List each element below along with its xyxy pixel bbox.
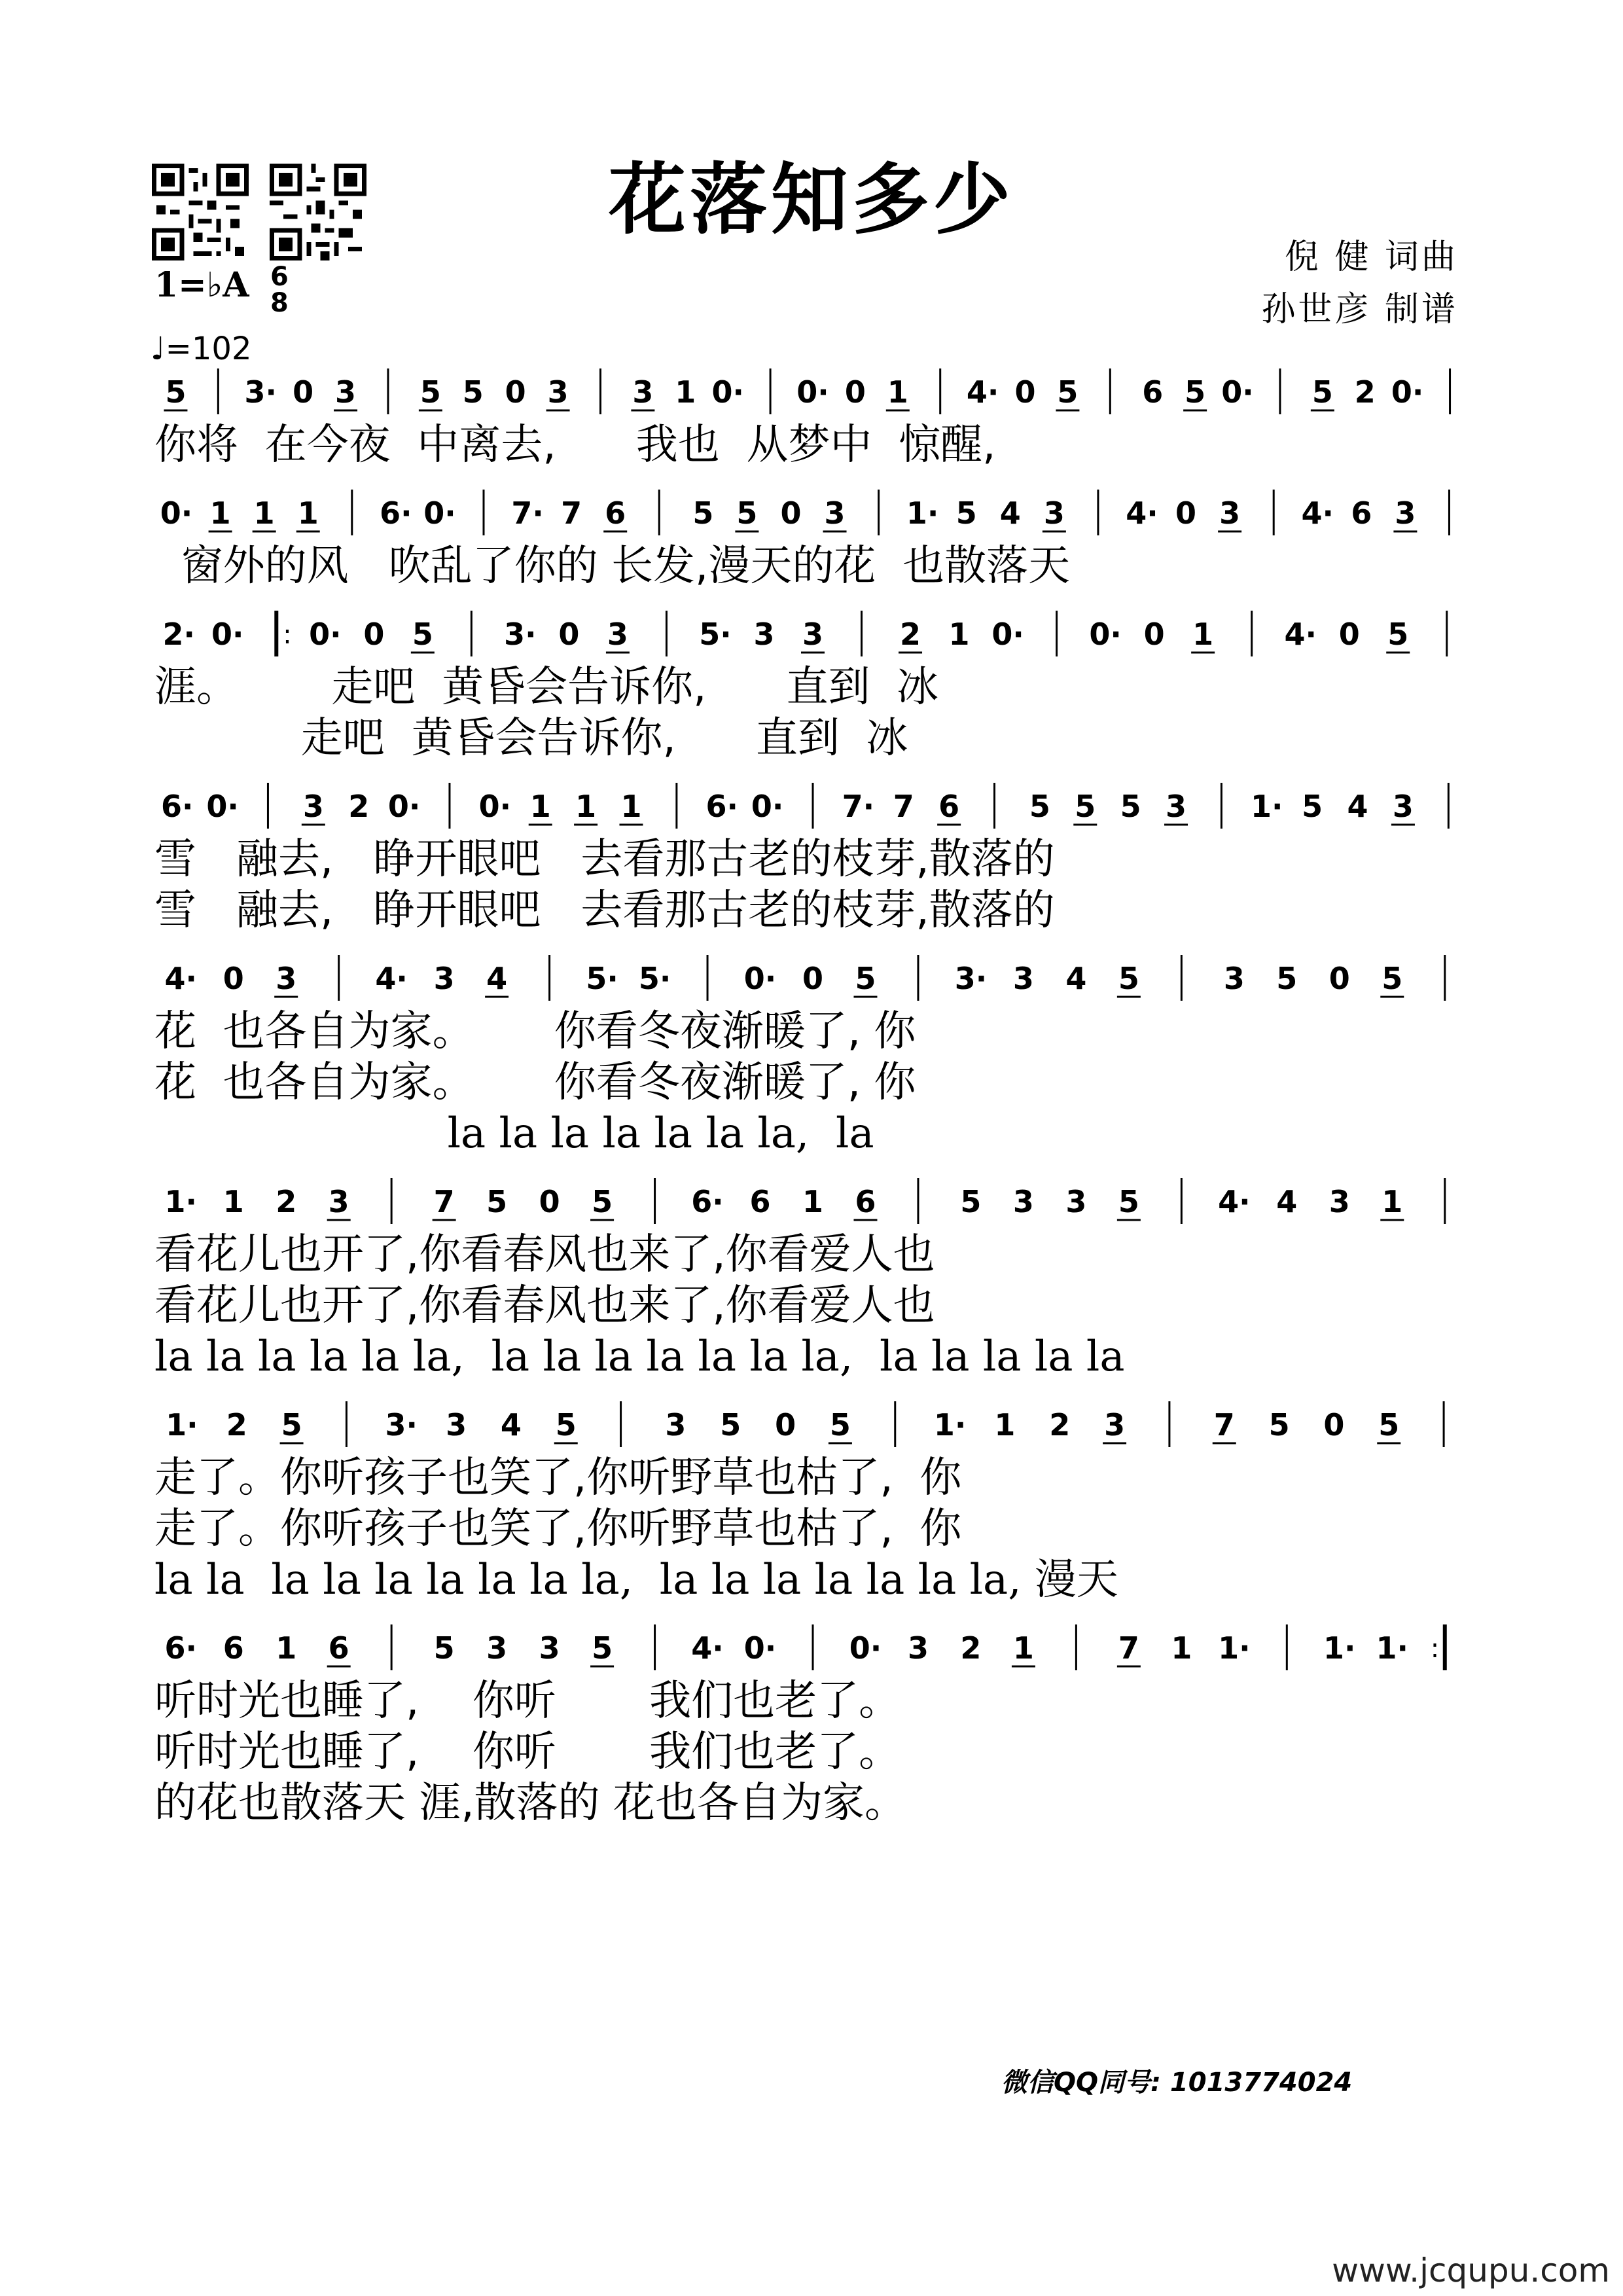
note: 5 (419, 374, 441, 410)
note: 2· (162, 617, 196, 652)
note: 7· (511, 495, 544, 531)
note: 5 (720, 1407, 741, 1443)
note: 4 (500, 1407, 522, 1443)
note: 1 (1192, 617, 1214, 652)
note: 1 (948, 617, 970, 652)
note: 0· (309, 617, 342, 652)
note: 4· (1126, 495, 1158, 531)
note: 1 (297, 495, 319, 531)
note: 1 (675, 374, 696, 410)
repeat-sign: : (1430, 1634, 1440, 1664)
note: 0 (1014, 374, 1036, 410)
note: 5 (592, 1184, 613, 1219)
note: 6· (691, 1184, 724, 1219)
note: 5 (281, 1407, 302, 1443)
lyric-line: 走了。你听孩子也笑了,你听野草也枯了, 你 (154, 1454, 962, 1502)
note: 5 (1276, 961, 1298, 996)
note: 3 (547, 374, 569, 410)
note: 5 (736, 495, 758, 531)
note: 0· (1089, 617, 1122, 652)
lyric-line: 你将 在今夜 中离去, 我也 从梦中 惊醒, (154, 421, 996, 469)
note: 4· (1284, 617, 1317, 652)
note: 1 (223, 1184, 244, 1219)
note: 5 (1387, 617, 1409, 652)
contact-line: 微信QQ同号: 1013774024 (1001, 2068, 1353, 2098)
tempo-marking: ♩=102 (151, 331, 252, 367)
note: 2 (1354, 374, 1376, 410)
repeat-sign: : (283, 620, 292, 650)
note: 5 (855, 961, 876, 996)
lyric-line: 走吧 黄昏会告诉你, 直到 冰 (154, 714, 908, 762)
note: 3 (433, 961, 455, 996)
note: 6 (328, 1630, 349, 1666)
note: 0 (1143, 617, 1165, 652)
lyric-line: 听时光也睡了, 你听 我们也老了。 (154, 1677, 901, 1725)
note: 5 (1120, 789, 1141, 824)
note: 0 (802, 961, 824, 996)
time-signature-top: 6 (270, 262, 289, 292)
lyric-line: la la la la la la la, la (154, 1109, 874, 1158)
note: 0· (387, 789, 421, 824)
lyric-line: 雪 融去, 睁开眼吧 去看那古老的枝芽,散落的 (154, 835, 1055, 884)
note: 5 (1075, 789, 1096, 824)
note: 1· (166, 1407, 198, 1443)
note: 3 (276, 961, 297, 996)
note: 4 (999, 495, 1021, 531)
note: 5 (1382, 961, 1403, 996)
note: 1· (906, 495, 939, 531)
lyric-line: 花 也各自为家。 你看冬夜渐暖了, 你 (154, 1058, 916, 1107)
note: 5 (1268, 1407, 1290, 1443)
note: 0 (293, 374, 314, 410)
note: 1 (1382, 1184, 1403, 1219)
note: 1 (887, 374, 908, 410)
note: 5 (955, 495, 977, 531)
lyric-line: 走了。你听孩子也笑了,你听野草也枯了, 你 (154, 1505, 962, 1553)
note: 6 (1351, 495, 1372, 531)
note: 1· (1376, 1630, 1409, 1666)
note: 4· (375, 961, 408, 996)
note: 3 (1329, 1184, 1350, 1219)
note: 1· (933, 1407, 967, 1443)
note: 5 (555, 1407, 577, 1443)
note: 0 (1323, 1407, 1345, 1443)
note: 0· (711, 374, 744, 410)
note: 4· (1301, 495, 1334, 531)
note: 5· (586, 961, 618, 996)
note: 4· (966, 374, 999, 410)
note: 0 (775, 1407, 796, 1443)
note: 4· (164, 961, 197, 996)
note: 4 (1065, 961, 1087, 996)
note: 0· (849, 1630, 882, 1666)
note: 5 (462, 374, 484, 410)
note: 3 (1012, 961, 1034, 996)
note: 0· (478, 789, 512, 824)
note: 1 (620, 789, 642, 824)
note: 1 (575, 789, 597, 824)
note: 5 (412, 617, 433, 652)
note: 3· (244, 374, 277, 410)
note: 4· (691, 1630, 724, 1666)
key-signature: 1=♭A (154, 265, 249, 305)
lyric-line: 听时光也睡了, 你听 我们也老了。 (154, 1728, 901, 1776)
note: 4 (486, 961, 508, 996)
note: 0 (1338, 617, 1360, 652)
note: 6 (1142, 374, 1164, 410)
note: 3 (539, 1630, 560, 1666)
note: 5 (592, 1630, 613, 1666)
note: 5· (638, 961, 671, 996)
note: 5 (692, 495, 714, 531)
website-watermark: www.jcqupu.com (1332, 2251, 1610, 2289)
time-signature-bottom: 8 (270, 288, 289, 318)
note: 6· (705, 789, 738, 824)
note: 3· (504, 617, 537, 652)
note: 5 (1057, 374, 1079, 410)
note: 2 (1049, 1407, 1071, 1443)
note: 5 (1029, 789, 1050, 824)
note: 5 (960, 1184, 982, 1219)
note: 7 (433, 1184, 455, 1219)
note: 0 (844, 374, 866, 410)
page-title: 花落知多少 (608, 154, 1014, 245)
note: 6· (380, 495, 412, 531)
note: 3 (802, 617, 824, 652)
note: 0· (751, 789, 784, 824)
note: 3 (665, 1407, 687, 1443)
note: 5 (1311, 374, 1333, 410)
note: 7 (893, 789, 914, 824)
note: 6 (605, 495, 626, 531)
note: 5 (1118, 961, 1139, 996)
note: 0· (1391, 374, 1424, 410)
note: 3 (1219, 495, 1241, 531)
note: 3 (632, 374, 654, 410)
lyric-line: la la la la la la, la la la la la la la, la la la la la (154, 1333, 1125, 1381)
note: 3· (385, 1407, 418, 1443)
lyric-line: 看花儿也开了,你看春风也来了,你看爱人也 (154, 1282, 935, 1330)
note: 3 (302, 789, 324, 824)
lyric-line: 的花也散落天 涯,散落的 花也各自为家。 (154, 1779, 907, 1827)
note: 0· (743, 1630, 777, 1666)
note: 3 (1104, 1407, 1126, 1443)
note: 6 (855, 1184, 876, 1219)
note: 1 (1171, 1630, 1192, 1666)
note: 5 (165, 374, 187, 410)
note: 4 (1276, 1184, 1298, 1219)
note: 3 (1166, 789, 1187, 824)
note: 0· (796, 374, 829, 410)
note: 4· (1218, 1184, 1251, 1219)
note: 6 (223, 1630, 244, 1666)
note: 7 (1118, 1630, 1139, 1666)
note: 5 (1302, 789, 1323, 824)
note: 0· (160, 495, 193, 531)
note: 1· (1218, 1630, 1251, 1666)
note: 5 (433, 1630, 455, 1666)
lyric-line: 雪 融去, 睁开眼吧 去看那古老的枝芽,散落的 (154, 886, 1055, 935)
note: 4 (1347, 789, 1368, 824)
note: 2 (276, 1184, 297, 1219)
note: 0· (211, 617, 244, 652)
lyric-line: 花 也各自为家。 你看冬夜渐暖了, 你 (154, 1007, 916, 1056)
note: 2 (348, 789, 370, 824)
note: 5 (1118, 1184, 1139, 1219)
note: 0 (1175, 495, 1197, 531)
note: 3 (328, 1184, 349, 1219)
note: 0 (363, 617, 385, 652)
note: 5 (1185, 374, 1206, 410)
note: 3 (907, 1630, 929, 1666)
note: 0· (206, 789, 239, 824)
note: 1 (253, 495, 275, 531)
note: 3 (753, 617, 775, 652)
note: 3 (1043, 495, 1065, 531)
note: 6 (749, 1184, 771, 1219)
note: 1· (1323, 1630, 1356, 1666)
note: 3 (1223, 961, 1245, 996)
note: 7· (842, 789, 875, 824)
note: 2 (900, 617, 921, 652)
note: 5 (486, 1184, 508, 1219)
note: 1 (529, 789, 551, 824)
note: 1· (164, 1184, 197, 1219)
note: 1 (1012, 1630, 1034, 1666)
note: 0 (780, 495, 802, 531)
note: 3 (486, 1630, 508, 1666)
note: 7 (1213, 1407, 1235, 1443)
note: 0 (223, 961, 244, 996)
note: 1 (802, 1184, 824, 1219)
note: 2 (226, 1407, 247, 1443)
note: 5 (1378, 1407, 1400, 1443)
note: 3· (954, 961, 988, 996)
arranger-credit: 孙世彦 制谱 (1261, 290, 1458, 329)
note: 1 (209, 495, 231, 531)
note: 1 (276, 1630, 297, 1666)
note: 3 (607, 617, 628, 652)
note: 0· (991, 617, 1024, 652)
note: 5· (699, 617, 732, 652)
note: 6· (164, 1630, 197, 1666)
note: 0 (1329, 961, 1350, 996)
note: 1 (994, 1407, 1016, 1443)
note: 1· (1251, 789, 1283, 824)
note: 0 (505, 374, 526, 410)
note: 0· (743, 961, 777, 996)
lyric-line: 涯。 走吧 黄昏会告诉你, 直到 冰 (154, 663, 939, 711)
lyric-line: la la la la la la la la la, la la la la la la la, 漫天 (154, 1556, 1118, 1604)
note: 0 (558, 617, 580, 652)
note: 3 (446, 1407, 467, 1443)
note: 0 (539, 1184, 560, 1219)
note: 0· (1221, 374, 1254, 410)
composer-credit: 倪 健 词曲 (1284, 238, 1458, 277)
note: 3 (1392, 789, 1414, 824)
lyric-line: 窗外的风 吹乱了你的 长发,漫天的花 也散落天 (154, 542, 1071, 590)
note: 6 (938, 789, 960, 824)
lyric-line: 看花儿也开了,你看春风也来了,你看爱人也 (154, 1230, 935, 1279)
note: 2 (960, 1630, 982, 1666)
note: 3 (824, 495, 846, 531)
note: 3 (1012, 1184, 1034, 1219)
note: 3 (335, 374, 357, 410)
note: 5 (829, 1407, 851, 1443)
note: 6· (160, 789, 194, 824)
note: 3 (1395, 495, 1416, 531)
note: 0· (423, 495, 456, 531)
note: 3 (1065, 1184, 1087, 1219)
note: 7 (561, 495, 582, 531)
